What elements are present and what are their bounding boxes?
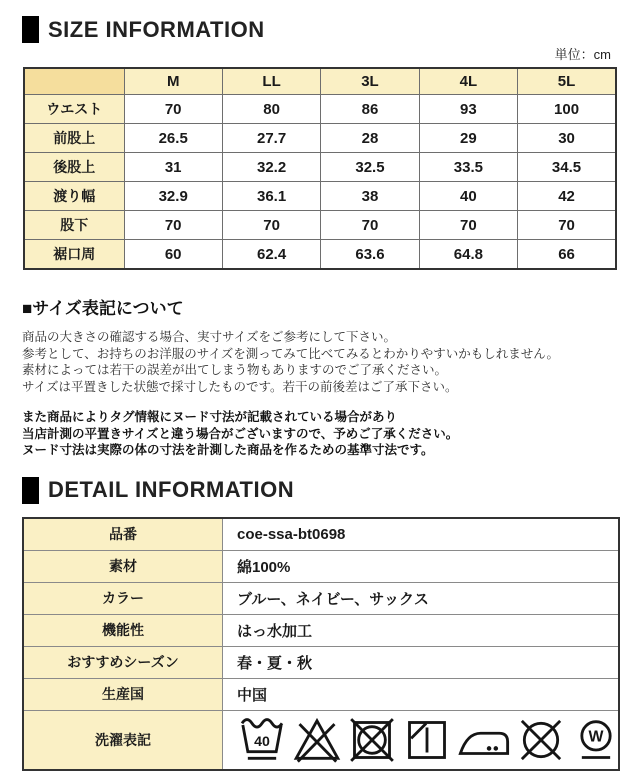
detail-information-title: DETAIL INFORMATION	[48, 477, 295, 502]
size-value: 27.7	[222, 124, 320, 153]
size-column-header: M	[124, 68, 222, 95]
svg-text:40: 40	[254, 733, 270, 750]
table-row	[24, 240, 616, 270]
size-value: 64.8	[419, 240, 517, 270]
size-value: 70	[222, 211, 320, 240]
black-square-bullet-icon	[22, 477, 39, 504]
detail-label-season: おすすめシーズン	[23, 646, 223, 678]
size-note-paragraph-1	[22, 329, 640, 395]
size-value: 42	[518, 182, 616, 211]
size-value: 38	[321, 182, 419, 211]
size-value: 70	[419, 211, 517, 240]
size-column-header: 5L	[518, 68, 616, 95]
size-value: 32.5	[321, 153, 419, 182]
detail-value-color: ブルー、ネイビー、サックス	[223, 582, 620, 614]
note-line: 当店計測の平置きサイズと違う場合がございますので、予めご了承ください。	[22, 426, 459, 441]
size-value: 66	[518, 240, 616, 270]
detail-table	[22, 517, 620, 771]
size-value: 28	[321, 124, 419, 153]
size-value: 70	[321, 211, 419, 240]
size-note-paragraph-2	[22, 409, 640, 459]
row-label-back-rise: 後股上	[24, 153, 124, 182]
table-row	[23, 550, 619, 582]
table-row	[24, 95, 616, 124]
size-value: 70	[124, 211, 222, 240]
no-bleach-icon	[292, 713, 342, 767]
size-value: 26.5	[124, 124, 222, 153]
table-row	[24, 211, 616, 240]
table-row	[24, 124, 616, 153]
laundry-care-symbols	[237, 711, 618, 769]
size-value: 29	[419, 124, 517, 153]
black-square-bullet-icon	[22, 16, 39, 43]
detail-value-item-number: coe-ssa-bt0698	[223, 518, 620, 551]
iron-medium-icon	[457, 713, 511, 767]
row-label-inseam: 股下	[24, 211, 124, 240]
note-line: 素材によっては若干の誤差が出てしまう物もありますのでご了承ください。	[22, 363, 448, 377]
detail-value-material: 綿100%	[223, 550, 620, 582]
size-value: 62.4	[222, 240, 320, 270]
note-line: また商品によりタグ情報にヌード寸法が記載されている場合があり	[22, 410, 398, 424]
size-value: 34.5	[518, 153, 616, 182]
size-value: 86	[321, 95, 419, 124]
size-information-header	[22, 16, 640, 43]
size-value: 31	[124, 153, 222, 182]
detail-value-function: はっ水加工	[223, 614, 620, 646]
size-column-header: 4L	[419, 68, 517, 95]
table-row	[23, 710, 619, 770]
size-column-header: LL	[222, 68, 320, 95]
table-row	[24, 182, 616, 211]
size-table-corner-cell	[24, 68, 124, 95]
table-row	[23, 614, 619, 646]
table-row	[23, 646, 619, 678]
size-value: 36.1	[222, 182, 320, 211]
note-line: サイズは平置きした状態で採寸したものです。若干の前後差はご了承下さい。	[22, 379, 458, 394]
table-row	[24, 153, 616, 182]
detail-label-item-number: 品番	[23, 518, 223, 551]
size-value: 32.2	[222, 153, 320, 182]
size-note-heading: ■サイズ表記について	[22, 299, 184, 318]
row-label-front-rise: 前股上	[24, 124, 124, 153]
size-value: 80	[222, 95, 320, 124]
svg-text:W: W	[588, 728, 604, 746]
size-value: 32.9	[124, 182, 222, 211]
size-value: 33.5	[419, 153, 517, 182]
table-row	[23, 582, 619, 614]
table-row	[23, 678, 619, 710]
detail-label-country: 生産国	[23, 678, 223, 710]
size-value: 40	[419, 182, 517, 211]
wet-clean-gentle-icon	[571, 713, 621, 767]
line-dry-in-shade-icon	[402, 713, 452, 767]
note-line: 参考として、お持ちのお洋服のサイズを測ってみて比べてみるとわかりやすいかもしれません。	[22, 346, 560, 361]
detail-information-header	[22, 477, 640, 504]
size-value: 60	[124, 240, 222, 270]
size-information-title: SIZE INFORMATION	[48, 16, 265, 42]
detail-value-country: 中国	[223, 678, 620, 710]
size-value: 30	[518, 124, 616, 153]
row-label-thigh-width: 渡り幅	[24, 182, 124, 211]
detail-label-color: カラー	[23, 582, 223, 614]
size-value: 100	[518, 95, 616, 124]
size-chart-page	[0, 16, 640, 775]
detail-value-season: 春・夏・秋	[223, 646, 620, 678]
size-table	[23, 67, 617, 270]
size-value: 70	[124, 95, 222, 124]
wash-40-mild-icon	[237, 713, 287, 767]
detail-value-care-symbols	[223, 710, 620, 770]
size-column-header: 3L	[321, 68, 419, 95]
detail-label-care: 洗濯表記	[23, 710, 223, 770]
detail-label-material: 素材	[23, 550, 223, 582]
size-table-header-row	[24, 68, 616, 95]
note-line: 商品の大きさの確認する場合、実寸サイズをご参考にして下さい。	[22, 330, 397, 344]
note-line: ヌード寸法は実際の体の寸法を計測した商品を作るための基準寸法です。	[22, 443, 434, 457]
row-label-waist: ウエスト	[24, 95, 124, 124]
row-label-hem-circumference: 裾口周	[24, 240, 124, 270]
size-value: 93	[419, 95, 517, 124]
size-value: 63.6	[321, 240, 419, 270]
detail-label-function: 機能性	[23, 614, 223, 646]
no-dry-clean-icon	[516, 713, 566, 767]
unit-label: 単位：cm	[554, 47, 611, 62]
no-tumble-dry-icon	[347, 713, 397, 767]
size-value: 70	[518, 211, 616, 240]
table-row	[23, 518, 619, 551]
